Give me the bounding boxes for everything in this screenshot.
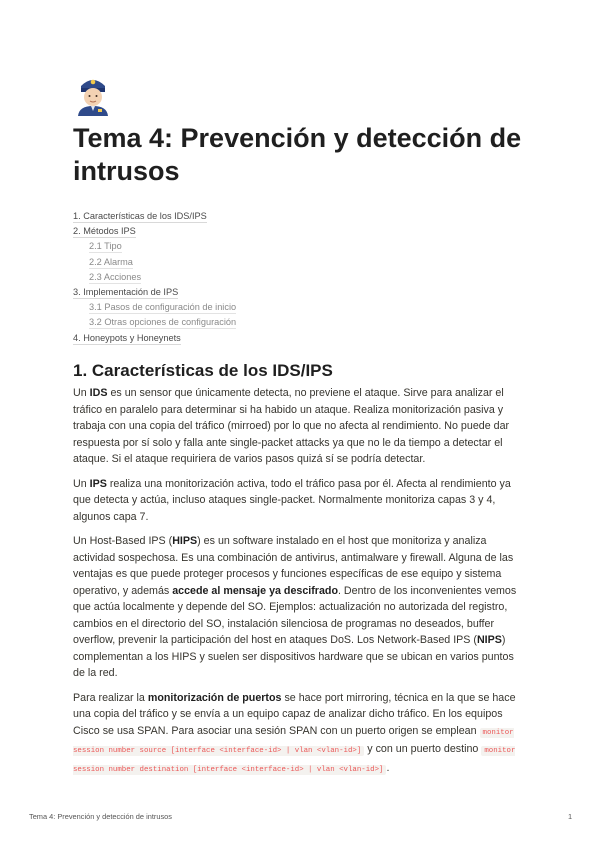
- section-heading: 1. Características de los IDS/IPS: [73, 361, 333, 380]
- page-title: Tema 4: Prevención y detección de intrusos: [73, 123, 522, 186]
- text: Para realizar la: [73, 691, 148, 704]
- toc-link[interactable]: 3. Implementación de IPS: [73, 286, 179, 297]
- bold-term: HIPS: [172, 535, 198, 547]
- text: Un Host-Based IPS (: [73, 535, 173, 547]
- toc-link[interactable]: 1. Características de los IDS/IPS: [73, 211, 207, 221]
- text: .: [386, 761, 390, 774]
- text: Un: [73, 387, 90, 399]
- bold-term: IPS: [89, 477, 107, 490]
- toc-link[interactable]: 2.1 Tipo: [89, 241, 122, 252]
- paragraph-port-monitoring: [73, 690, 528, 779]
- police-officer-icon: [73, 72, 113, 116]
- toc-link[interactable]: 3.1 Pasos de configuración de inicio: [89, 302, 237, 313]
- toc-link[interactable]: 2.2 Alarma: [89, 256, 133, 267]
- text: y con un puerto destino: [364, 743, 482, 755]
- paragraph-ids: [73, 385, 528, 468]
- toc-link[interactable]: 2. Métodos IPS: [73, 226, 136, 237]
- text: . Dentro de los inconvenientes vemos que actúa localmente y depende del SO. Ejemplos: actualización no autorizada del registro, cambios en el directorio del SO, instalación silenciosa de programas no deseados, buffer overflow, prevenir la participación del host en ataques DoS. Los Network-Based IPS (: [73, 584, 517, 646]
- table-of-contents: [73, 209, 533, 346]
- paragraph-hips: [73, 533, 528, 682]
- inline-code: monitor session number source [interface <interface-id> | vlan <vlan-id>]: [73, 728, 514, 755]
- toc-link[interactable]: 4. Honeypots y Honeynets: [73, 332, 181, 343]
- toc-link[interactable]: 2.3 Acciones: [89, 271, 142, 282]
- text: es un sensor que únicamente detecta, no previene el ataque. Sirve para analizar el tráfico en paralelo para determinar si ha habido un ataque. Realiza monitorización pasiva y trabaja con una copia del tráfico (mirroed) por lo que no afecta al rendimiento. No puede dar respuesta por sí solo y falla ante single-packet attacks ya que no le da tiempo a detectar el ataque. Si el ataque requiriera de varios pasos quizá sí se podría detectar.: [73, 387, 510, 465]
- bold-term: accede al mensaje ya descifrado: [172, 584, 338, 597]
- text: ) es un software instalado en el host que monitoriza y analiza actividad sospechosa. Es una combinación de antivirus, antimalware y firewall. Alguna de las ventajas es que puede proteger procesos y funciones específicas de ese equipo y sistema operativo, y además: [73, 535, 514, 597]
- footer-title: Tema 4: Prevención y detección de intrusos: [29, 812, 172, 821]
- text: ) complementan a los HIPS y suelen ser dispositivos hardware que se ubican en varios puntos de la red.: [73, 634, 514, 679]
- toc-link[interactable]: 3.2 Otras opciones de configuración: [89, 317, 237, 328]
- bold-term: monitorización de puertos: [147, 691, 282, 704]
- page-number: 1: [568, 812, 573, 821]
- bold-term: NIPS: [476, 634, 502, 646]
- text: realiza una monitorización activa, todo el tráfico pasa por él. Afecta al rendimiento ya que detecta y actúa, incluso ataques single-packet. Normalmente monitoriza capas 3 y 4, algunos capa 7.: [73, 477, 511, 523]
- text: se hace port mirroring, técnica en la que se hace una copia del tráfico y se envía a un equipo capaz de analizar dicho tráfico. En los equipos Cisco se usa SPAN. Para asociar una sesión SPAN con un puerto origen se emplean: [73, 691, 516, 737]
- text: Un: [73, 477, 90, 490]
- section-body: [73, 385, 528, 786]
- paragraph-ips: [73, 476, 528, 526]
- bold-term: IDS: [89, 387, 108, 399]
- inline-code: monitor session number destination [interface <interface-id> | vlan <vlan-id>]: [73, 747, 516, 774]
